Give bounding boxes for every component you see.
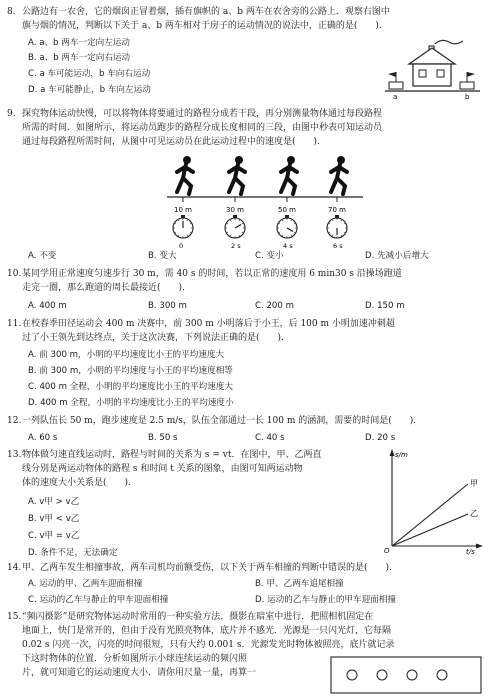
question-text-line: 旗与烟的情况，判断以下关于 a、b 两车相对于房子的运动情况的说法中，正确的是( ). <box>22 21 382 31</box>
option-c: C. 200 m <box>255 301 294 311</box>
question-text-line: 下这时物体的位置．分析如图所示小球连续运动的频闪照 <box>22 654 248 664</box>
question-text-line: 某同学用正常速度匀速步行 30 m，需 40 s 的时间，若以正常的速度用 6 min30 s 沿操场跑道 <box>22 269 402 279</box>
option-c: C. 400 m 全程，小明的平均速度比小王的平均速度大 <box>28 382 233 392</box>
flag-icon <box>467 72 475 77</box>
y-axis-label: s/m <box>395 451 408 459</box>
origin-label: O <box>384 547 390 555</box>
option-d: D. 400 m 全程，小明的平均速度比小王的平均速度小 <box>28 398 234 408</box>
s-t-graph <box>380 446 485 556</box>
question-text-line: 通过每段路程所需时间，从图中可见运动员在此运动过程中的速度是( ). <box>22 137 320 147</box>
option-a: A. 不变 <box>28 251 57 261</box>
question-text-line: 物体做匀速直线运动时，路程与时间的关系为 s = vt．在图中，甲、乙两直 <box>22 450 322 460</box>
question-text-line: 探究物体运动快慢，可以将物体将要通过的路程分成若干段，再分别测量物体通过每段路程 <box>22 109 383 119</box>
option-b: B. v甲 < v乙 <box>28 514 80 524</box>
smoke-icon <box>435 40 463 44</box>
question-number: 15. <box>7 612 22 622</box>
option-d: D. 先减小后增大 <box>365 251 429 261</box>
car-a-label: a <box>393 93 398 100</box>
runner-icon <box>177 156 193 194</box>
question-text-line: 所需的时间．如图所示，将运动员跑步的路程分成长度相同的三段，由图中秒表可知运动员 <box>22 123 383 133</box>
question-text-line: 甲、乙两车发生相撞事故，两车司机均前额受伤，以下关于两车相撞的判断中错误的是( ). <box>22 563 392 573</box>
x-arrow-icon <box>476 544 483 549</box>
line-jia-label: 甲 <box>470 479 478 488</box>
question-text-line: “频闪摄影”是研究物体运动时常用的一种实验方法．摄影在暗室中进行．把照相机固定在 <box>22 612 374 622</box>
runners-figure <box>165 152 365 252</box>
line-jia <box>392 484 468 546</box>
stopwatch-icon <box>327 215 347 238</box>
option-c: C. 变小 <box>255 251 284 261</box>
distance-mark-label: 30 m <box>226 206 244 214</box>
question-number: 9. <box>7 109 16 119</box>
option-b: B. 甲、乙两车追尾相撞 <box>255 579 344 589</box>
time-label: 6 s <box>333 242 343 250</box>
question-text-line: 0.02 s 闪亮一次，闪亮的时间很短，只有大约 0.001 s．光源发光时物体被照亮，底片就记录 <box>22 640 395 650</box>
option-c: C. v甲 = v乙 <box>28 531 80 541</box>
question-text-line: 片，就可知道它的运动速度大小．请你用尺量一量，再算一 <box>22 668 257 678</box>
line-yi-label: 乙 <box>470 509 478 518</box>
question-text-line: 在校春季田径运动会 400 m 决赛中，前 300 m 小明落后于小王，后 100 m 小明加速冲刺超 <box>22 319 395 329</box>
runner-icon <box>229 156 245 194</box>
question-number: 12. <box>7 416 22 426</box>
roof <box>409 48 455 64</box>
farmhouse-figure <box>385 36 480 100</box>
question-text-line: 公路边有一农舍，它的烟囱正冒着烟，插有旗帜的 a、b 两车在农舍旁的公路上．观察右图中 <box>22 7 390 17</box>
option-d: D. 条件不足，无法确定 <box>28 548 118 558</box>
car-a <box>389 82 403 89</box>
option-d: D. 20 s <box>365 433 396 443</box>
option-b: B. 前 300 m，小明的平均速度与小王的平均速度相等 <box>28 366 233 376</box>
line-yi <box>392 514 468 546</box>
question-text-line: 线分别是两运动物体的路程 s 和时间 t 关系的图象，由图可知两运动物 <box>22 464 303 474</box>
question-number: 14. <box>7 563 22 573</box>
question-number: 11. <box>7 319 22 329</box>
option-a: A. 400 m <box>28 301 67 311</box>
option-c: C. 40 s <box>255 433 285 443</box>
option-c: C. a 车可能运动，b 车向右运动 <box>28 69 151 79</box>
question-text-line: 走完一圈，那么跑道的周长最接近( ). <box>22 283 185 293</box>
question-text-line: 地面上，快门是常开的，但由于没有光照亮物体，底片并不感光．光源是一只闪光灯，它每隔 <box>22 626 392 636</box>
option-a: A. 运动的甲、乙两车迎面相撞 <box>28 579 143 589</box>
stopwatch-icon <box>277 215 297 238</box>
option-a: A. 前 300 m，小明的平均速度比小王的平均速度大 <box>28 350 225 360</box>
distance-mark-label: 50 m <box>278 206 296 214</box>
strobe-photo-figure <box>330 655 485 695</box>
x-axis-label: t/s <box>466 548 475 556</box>
runner-icon <box>331 156 347 194</box>
stopwatch-icon <box>173 215 193 238</box>
question-number: 13. <box>7 450 22 460</box>
car-b <box>460 82 474 89</box>
time-label: 4 s <box>283 242 293 250</box>
time-label: 0 <box>179 242 184 250</box>
question-text-line: 一列队伍长 50 m，跑步速度是 2.5 m/s，队伍全部通过一长 100 m 的涵洞，需要的时间是( ). <box>22 416 417 426</box>
option-a: A. v甲 > v乙 <box>28 497 80 507</box>
distance-mark-label: 70 m <box>328 206 346 214</box>
option-a: A. 60 s <box>28 433 58 443</box>
question-text-line: 体的速度大小关系是( ). <box>22 478 131 488</box>
option-b: B. a、b 两车一定向右运动 <box>28 53 131 63</box>
time-label: 2 s <box>231 242 241 250</box>
stopwatch-icon <box>225 215 245 238</box>
photo-frame <box>331 657 481 693</box>
question-number: 8. <box>7 7 16 17</box>
option-b: B. 变大 <box>148 251 177 261</box>
y-arrow-icon <box>390 449 395 456</box>
option-d: D. a 车可能静止，b 车向左运动 <box>28 85 151 95</box>
question-text-line: 过了小王领先到达终点，关于这次决赛，下列说法正确的是( ). <box>22 333 284 343</box>
option-b: B. 300 m <box>148 301 187 311</box>
flag-icon <box>388 72 396 77</box>
option-a: A. a、b 两车一定向左运动 <box>28 38 130 48</box>
option-b: B. 50 s <box>148 433 178 443</box>
option-c: C. 运动的乙车与静止的甲车迎面相撞 <box>28 595 169 605</box>
option-d: D. 150 m <box>365 301 405 311</box>
car-b-label: b <box>465 93 470 100</box>
option-d: D. 运动的乙车与静止的甲车迎面相撞 <box>255 595 396 605</box>
distance-mark-label: 10 m <box>174 206 192 214</box>
question-number: 10. <box>7 269 22 279</box>
runner-icon <box>281 156 297 194</box>
